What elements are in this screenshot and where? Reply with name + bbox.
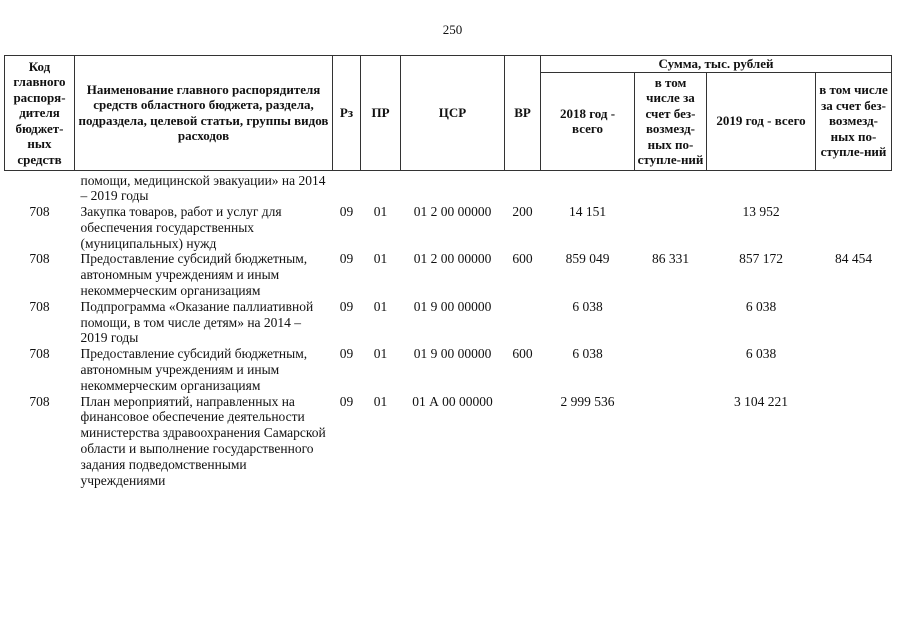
- table-row: [5, 204, 892, 251]
- cell-2018-free: [635, 299, 707, 346]
- cell-2018-free: 86 331: [651, 251, 690, 267]
- cell-code: 708: [29, 393, 50, 409]
- cell-name: План мероприятий, направленных на финансовое обеспечение деятельности министерства здравоохранения Самарской области и выполнение государственного задания подведомственными учреждениями: [80, 393, 326, 488]
- cell-2019-total: [707, 170, 816, 204]
- cell-2018-total: 2 999 536: [560, 393, 615, 409]
- cell-name: Предоставление субсидий бюджетным, автономным учреждениям и иным некоммерческим организациям: [80, 251, 308, 299]
- table-body: [5, 170, 892, 488]
- header-name: Наименование главного распорядителя средств областного бюджета, раздела, подраздела, целевой статьи, группы видов расходов: [75, 56, 333, 171]
- cell-rz: 09: [339, 251, 354, 267]
- cell-csr: 01 А 00 00000: [412, 393, 493, 409]
- cell-2019-total: 6 038: [745, 346, 777, 362]
- cell-vr: 200: [512, 204, 533, 220]
- cell-vr: 600: [512, 346, 533, 362]
- cell-2019-free: [816, 394, 892, 489]
- table-row: [5, 346, 892, 393]
- cell-2018-free: [635, 346, 707, 393]
- cell-2018-total: 6 038: [572, 346, 603, 362]
- cell-rz: 09: [339, 346, 354, 362]
- cell-code: 708: [29, 251, 50, 267]
- cell-vr: [505, 394, 541, 489]
- cell-2019-free: [816, 346, 892, 393]
- table-row: [5, 170, 892, 204]
- cell-2018-free: [635, 394, 707, 489]
- header-code: Код главного распоря-дителя бюджет-ных средств: [5, 56, 75, 171]
- budget-table: [4, 55, 892, 488]
- cell-csr: [401, 170, 505, 204]
- cell-name: Предоставление субсидий бюджетным, автономным учреждениям и иным некоммерческим организациям: [80, 346, 308, 393]
- cell-vr: 600: [512, 251, 533, 267]
- cell-2019-total: 6 038: [745, 298, 777, 314]
- header-csr: ЦСР: [401, 56, 505, 171]
- table-header: [5, 56, 892, 171]
- table-row: [5, 394, 892, 489]
- cell-2019-free: [816, 204, 892, 251]
- cell-rz: 09: [339, 393, 354, 409]
- cell-vr: [505, 170, 541, 204]
- cell-2019-free: 84 454: [834, 251, 873, 267]
- table-row: [5, 299, 892, 346]
- header-2018-total: 2018 год - всего: [541, 72, 635, 170]
- cell-pr: [361, 170, 401, 204]
- cell-2018-free: [635, 170, 707, 204]
- cell-2018-total: 14 151: [568, 204, 607, 220]
- header-sum: Сумма, тыс. рублей: [541, 56, 892, 73]
- cell-rz: [333, 170, 361, 204]
- cell-rz: 09: [339, 204, 354, 220]
- header-2018-free: в том числе за счет без-возмезд-ных по-ступле-ний: [635, 72, 707, 170]
- table-row: [5, 251, 892, 298]
- cell-code: 708: [29, 298, 50, 314]
- cell-name: помощи, медицинской эвакуации» на 2014 – 2019 годы: [80, 172, 326, 204]
- cell-csr: 01 2 00 00000: [413, 251, 492, 267]
- header-pr: ПР: [361, 56, 401, 171]
- cell-csr: 01 9 00 00000: [413, 346, 492, 362]
- cell-name: Закупка товаров, работ и услуг для обеспечения государственных (муниципальных) нужд: [80, 204, 282, 251]
- cell-code: 708: [29, 204, 50, 220]
- cell-csr: 01 2 00 00000: [413, 204, 492, 220]
- cell-code: 708: [29, 346, 50, 362]
- cell-code: [5, 170, 75, 204]
- cell-2018-total: [541, 170, 635, 204]
- cell-pr: 01: [373, 251, 388, 267]
- cell-pr: 01: [373, 393, 388, 409]
- header-vr: ВР: [505, 56, 541, 171]
- header-rz: Рз: [333, 56, 361, 171]
- header-2019-total: 2019 год - всего: [707, 72, 816, 170]
- cell-pr: 01: [373, 346, 388, 362]
- cell-2018-total: 859 049: [565, 251, 610, 267]
- cell-2018-total: 6 038: [572, 298, 603, 314]
- cell-name: Подпрограмма «Оказание паллиативной помощи, в том числе детям» на 2014 – 2019 годы: [80, 298, 314, 346]
- cell-2019-total: 3 104 221: [734, 393, 788, 409]
- cell-pr: 01: [373, 298, 388, 314]
- cell-csr: 01 9 00 00000: [413, 298, 492, 314]
- page-number: 250: [442, 22, 463, 37]
- cell-rz: 09: [339, 298, 354, 314]
- cell-2019-total: 857 172: [739, 251, 783, 267]
- cell-2019-total: 13 952: [742, 204, 780, 220]
- cell-vr: [505, 299, 541, 346]
- cell-2018-free: [635, 204, 707, 251]
- cell-2019-free: [816, 170, 892, 204]
- header-2019-free: в том числе за счет без-возмезд-ных по-ступле-ний: [816, 72, 892, 170]
- cell-2019-free: [816, 299, 892, 346]
- cell-pr: 01: [373, 204, 388, 220]
